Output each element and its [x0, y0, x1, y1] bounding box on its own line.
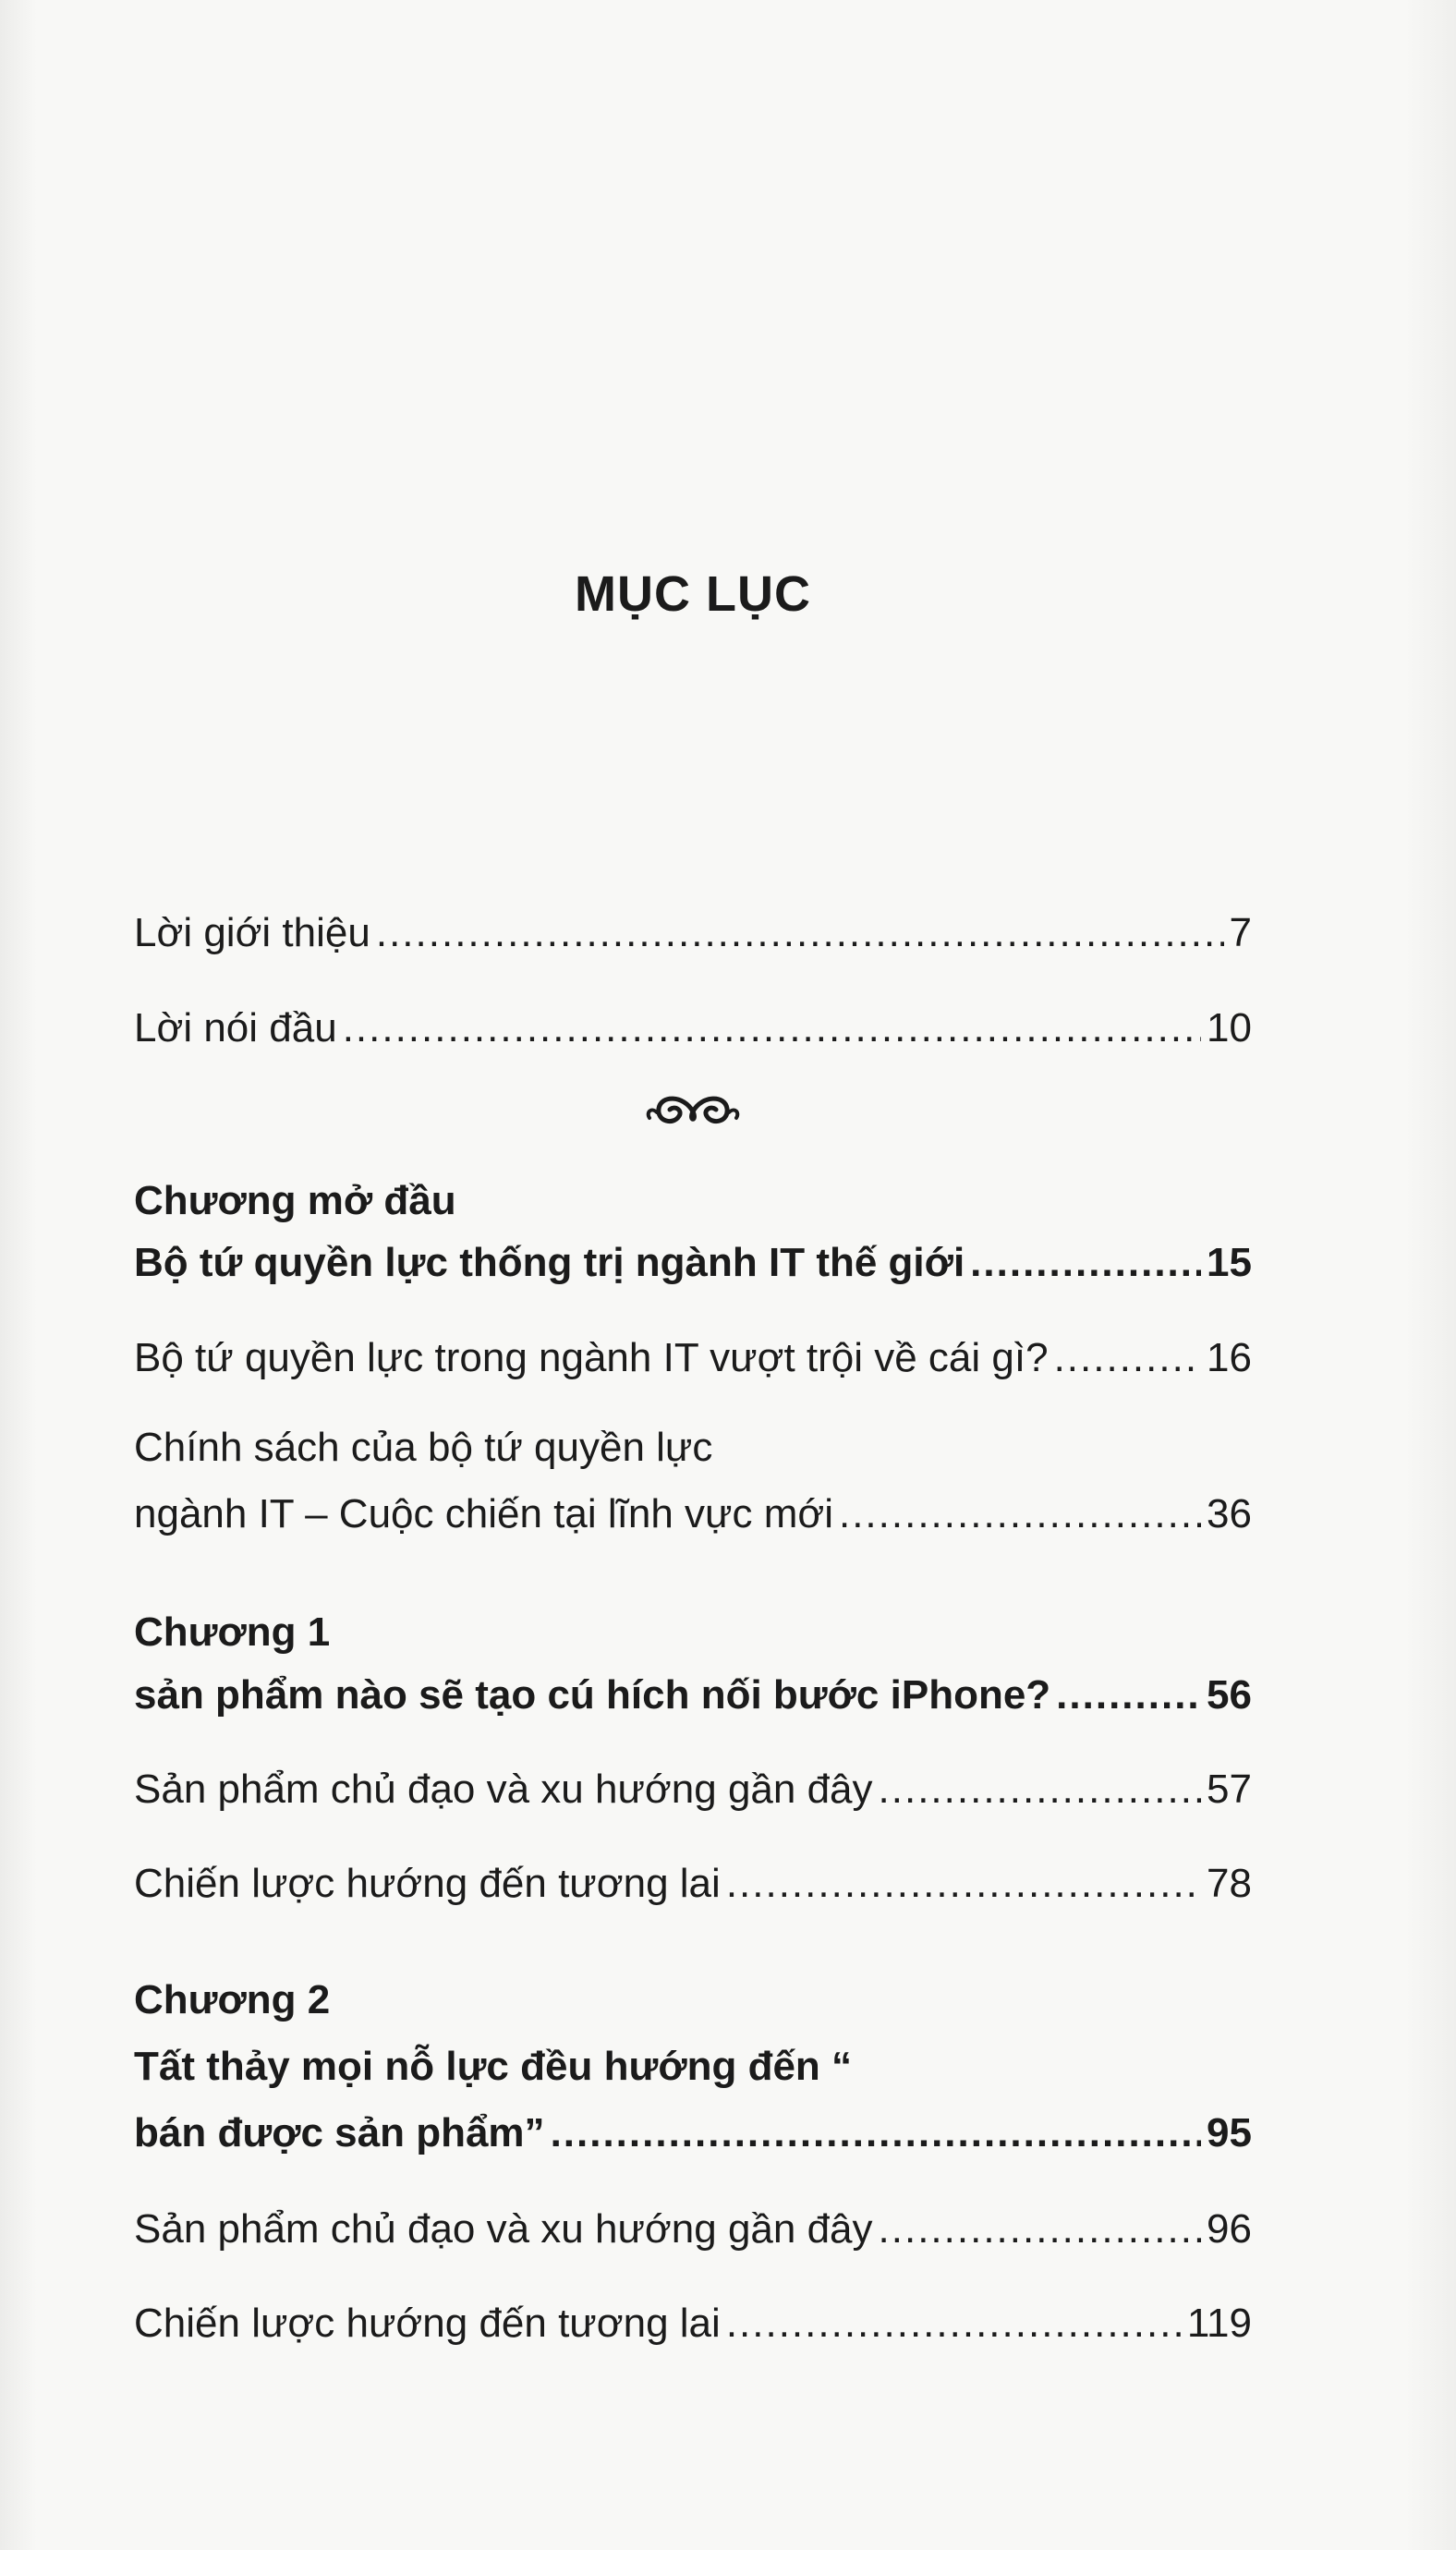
toc-entry-preface[interactable] [134, 1005, 1252, 1051]
toc-page-number: 7 [1229, 910, 1252, 955]
chapter-label-1: Chương 1 [134, 1609, 331, 1655]
dot-leader [879, 1767, 1202, 1813]
toc-entry-ch1-2[interactable] [134, 1861, 1252, 1907]
toc-chapter-heading-1[interactable] [134, 1672, 1252, 1718]
dot-leader [879, 2206, 1202, 2252]
toc-entry-text: Lời nói đầu [134, 1005, 337, 1050]
chapter-label-opening: Chương mở đầu [134, 1178, 456, 1223]
toc-page-number: 119 [1186, 2301, 1252, 2346]
toc-page-number: 16 [1207, 1335, 1252, 1380]
toc-page-number: 36 [1207, 1491, 1252, 1536]
chapter-label-2: Chương 2 [134, 1977, 331, 2022]
toc-entry-opening-2[interactable] [134, 1491, 1252, 1537]
toc-entry-intro[interactable] [134, 910, 1252, 956]
toc-entry-text: Bộ tứ quyền lực thống trị ngành IT thế giới [134, 1240, 965, 1285]
toc-page-number: 10 [1207, 1005, 1252, 1050]
toc-entry-ch2-1[interactable] [134, 2206, 1252, 2252]
fleuron-ornament-icon [0, 1090, 1386, 1137]
toc-entry-opening-1[interactable] [134, 1335, 1252, 1381]
dot-leader [1056, 1672, 1201, 1718]
toc-entry-ch2-2[interactable] [134, 2301, 1252, 2347]
dot-leader [726, 2301, 1182, 2347]
page-title: MỤC LỤC [575, 566, 811, 622]
toc-entry-text: ngành IT – Cuộc chiến tại lĩnh vực mới [134, 1491, 833, 1536]
toc-chapter-heading-2[interactable] [134, 2110, 1252, 2156]
toc-entry-text: Sản phẩm chủ đạo và xu hướng gần đây [134, 2206, 873, 2252]
toc-entry-ch1-1[interactable] [134, 1767, 1252, 1813]
toc-entry-text: Sản phẩm chủ đạo và xu hướng gần đây [134, 1767, 873, 1812]
dot-leader [726, 1861, 1201, 1907]
toc-page-number: 56 [1207, 1672, 1252, 1718]
toc-entry-text: sản phẩm nào sẽ tạo cú hích nối bước iPhone? [134, 1672, 1051, 1718]
toc-entry-text: Lời giới thiệu [134, 910, 370, 955]
dot-leader [376, 910, 1224, 956]
toc-entry-text: Bộ tứ quyền lực trong ngành IT vượt trội về cái gì? [134, 1335, 1049, 1380]
toc-page-number: 95 [1207, 2110, 1252, 2155]
dot-leader [1054, 1335, 1201, 1381]
dot-leader [970, 1240, 1201, 1286]
toc-entry-text: bán được sản phẩm” [134, 2110, 545, 2155]
toc-entry-text-line1: Chính sách của bộ tứ quyền lực [134, 1425, 713, 1470]
toc-entry-text: Chiến lược hướng đến tương lai [134, 1861, 721, 1906]
toc-chapter-heading-opening[interactable] [134, 1240, 1252, 1286]
toc-page-number: 15 [1207, 1240, 1252, 1285]
toc-page-number: 78 [1207, 1861, 1252, 1906]
dot-leader [551, 2110, 1201, 2156]
chapter-heading-line1-2: Tất thảy mọi nỗ lực đều hướng đến “ [134, 2044, 853, 2089]
toc-entry-text: Chiến lược hướng đến tương lai [134, 2301, 721, 2346]
toc-page-number: 57 [1207, 1767, 1252, 1812]
dot-leader [839, 1491, 1201, 1537]
dot-leader [343, 1005, 1201, 1051]
toc-page-number: 96 [1207, 2206, 1252, 2252]
